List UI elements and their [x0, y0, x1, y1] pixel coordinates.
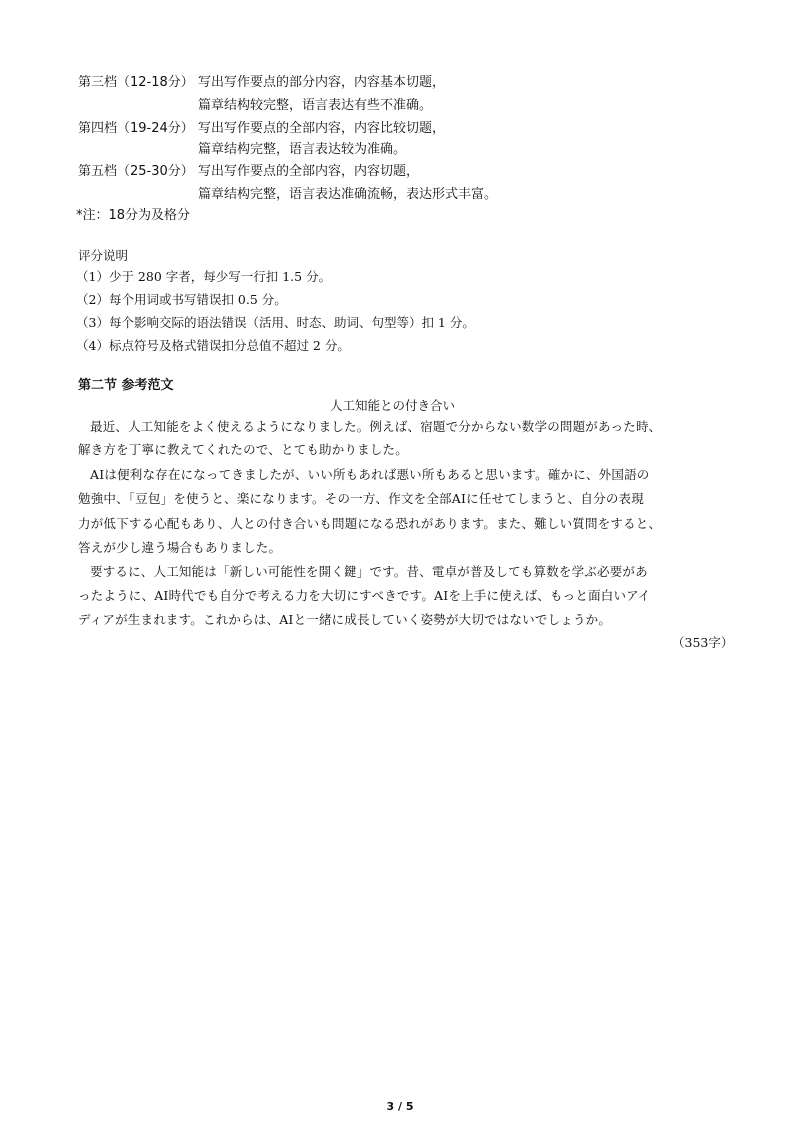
scoring-item-3: （3）每个影响交际的语法错误（活用、时态、助词、句型等）扣 1 分。: [76, 315, 475, 330]
essay-title: 人工知能との付き合い: [330, 398, 456, 413]
essay-line-6: 答えが少し違う場合もありました。: [78, 540, 282, 555]
essay-line-5: 力が低下する心配もあり、人との付き合いも問題になる恐れがあります。また、難しい質問をすると、: [78, 516, 662, 531]
scoring-title: 评分说明: [78, 248, 129, 263]
essay-line-8: ったように、AI時代でも自分で考える力を大切にすべきです。AIを上手に使えば、もっと面白いアイ: [78, 588, 651, 603]
grade-5-line1: 写出写作要点的全部内容，内容切题，: [198, 164, 420, 179]
char-count: （353字）: [672, 635, 734, 650]
scoring-item-1: （1）少于 280 字者，每少写一行扣 1.5 分。: [76, 269, 332, 284]
grade-3-line1: 写出写作要点的部分内容，内容基本切题，: [198, 75, 446, 90]
essay-line-1: 最近、人工知能をよく使えるようになりました。例えば、宿題で分からない数学の問題があった時、: [90, 419, 662, 434]
essay-line-3: AIは便利な存在になってきましたが、いい所もあれば悪い所もあると思います。確かに、外国語の: [90, 467, 650, 482]
essay-line-7: 要するに、人工知能は「新しい可能性を開く鍵」です。昔、電卓が普及しても算数を学ぶ必要があ: [90, 564, 648, 579]
grade-4-line2: 篇章结构完整，语言表达较为准确。: [198, 142, 407, 157]
essay-line-2: 解き方を丁寧に教えてくれたので、とても助かりました。: [78, 442, 408, 457]
scoring-item-4: （4）标点符号及格式错误扣分总值不超过 2 分。: [76, 338, 350, 353]
grade-3-label: 第三档（12-18分）: [78, 75, 194, 90]
page-number: 3 / 5: [386, 1100, 414, 1113]
scoring-item-2: （2）每个用词或书写错误扣 0.5 分。: [76, 292, 287, 307]
grade-4-label: 第四档（19-24分）: [78, 121, 194, 136]
section-heading: 第二节 参考范文: [78, 378, 174, 393]
grade-5-label: 第五档（25-30分）: [78, 164, 194, 179]
grade-4-line1: 写出写作要点的全部内容，内容比较切题，: [198, 121, 446, 136]
essay-line-9: ディアが生まれます。これからは、AIと一緒に成長していく姿勢が大切ではないでしょうか。: [78, 612, 612, 627]
essay-line-4: 勉強中、「豆包」を使うと、楽になります。その一方、作文を全部AIに任せてしまうと、自分の表現: [78, 491, 644, 506]
grade-5-line2: 篇章结构完整，语言表达准确流畅，表达形式丰富。: [198, 187, 498, 202]
pass-note: *注：18分为及格分: [76, 208, 191, 223]
grade-3-line2: 篇章结构较完整，语言表达有些不准确。: [198, 98, 433, 113]
